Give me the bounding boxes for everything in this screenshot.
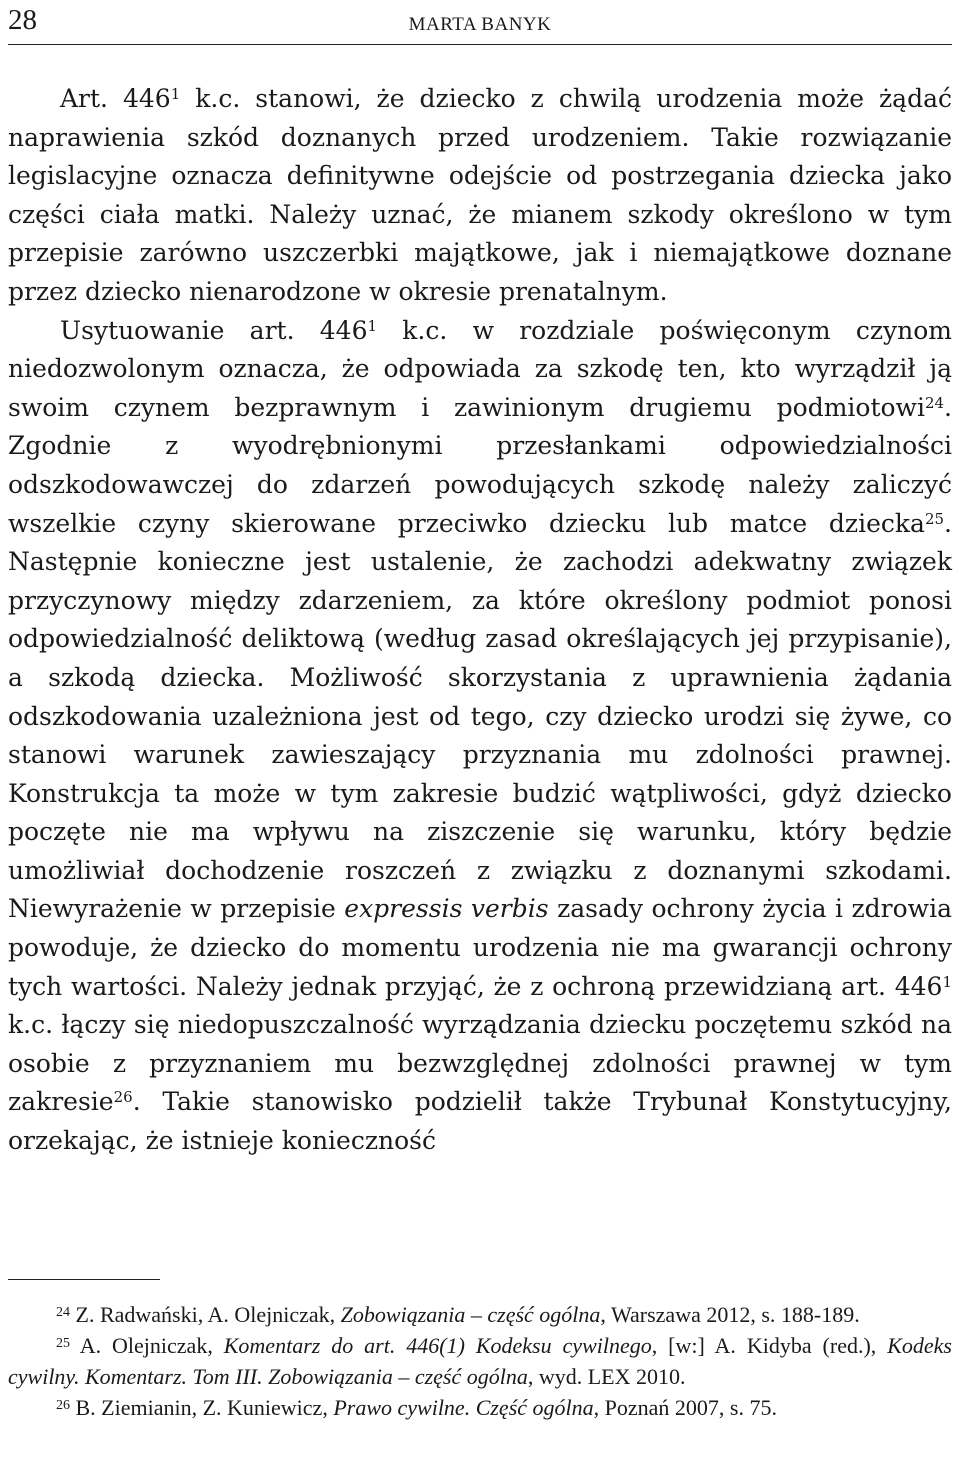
text-run: . Zgodnie z wyodrębnionymi przesłankami odpowiedzialności odszkodowawczej do zdarzeń powodujących szkodę należy zaliczyć wszelkie czyny skierowane przeciwko dziecku lub matce dziecka <box>8 392 952 538</box>
running-title: MARTA BANYK <box>408 14 552 35</box>
text-run: A. Olejniczak, <box>70 1333 224 1358</box>
footnote-number: 26 <box>56 1398 70 1413</box>
italic-title: Kodeks cywilny. Komentarz. Tom III. Zobowiązania – część ogólna <box>8 1333 952 1389</box>
footnote-ref-25[interactable]: 25 <box>924 509 945 528</box>
text-run: . Takie stanowisko podzielił także Trybunał Konstytucyjny, orzekając, że istnieje konieczność <box>8 1087 952 1156</box>
text-run: , Poznań 2007, s. 75. <box>593 1395 777 1420</box>
page <box>8 0 952 1457</box>
footnote-25 <box>8 1330 952 1392</box>
text-run: , [w:] A. Kidyba (red.), <box>651 1333 888 1358</box>
text-run: k.c. łączy się niedopuszczalność wyrządzania dziecku poczętemu szkód na osobie z przyznaniem mu bezwzględnej zdolności prawnej w tym zakresie <box>8 1010 952 1117</box>
text-run: zasady ochrony życia i zdrowia powoduje, że dziecko do momentu urodzenia nie ma gwarancji ochrony tych wartości. Należy jednak przyjąć, że z ochroną przewidzianą art. 446 <box>8 894 952 1001</box>
italic-title: Zobowiązania – część ogólna <box>340 1302 601 1327</box>
superscript: 1 <box>367 316 378 335</box>
italic-title: Prawo cywilne. Część ogólna <box>333 1395 594 1420</box>
italic-phrase: expressis verbis <box>344 894 549 924</box>
page-number: 28 <box>8 4 37 36</box>
body-text <box>8 80 952 1161</box>
footnote-number: 24 <box>56 1305 70 1320</box>
text-run: , Warszawa 2012, s. 188-189. <box>600 1302 860 1327</box>
text-run: , wyd. LEX 2010. <box>527 1364 686 1389</box>
footnote-ref-24[interactable]: 24 <box>924 393 945 412</box>
italic-title: Komentarz do art. 446(1) Kodeksu cywilnego <box>223 1333 652 1358</box>
footnote-separator <box>8 1279 160 1280</box>
paragraph-2 <box>8 312 952 1161</box>
text-run: Usytuowanie art. 446 <box>60 315 368 345</box>
footnote-number: 25 <box>56 1336 70 1351</box>
footnote-24 <box>8 1299 952 1330</box>
footnotes <box>8 1299 952 1423</box>
text-run: B. Ziemianin, Z. Kuniewicz, <box>70 1395 334 1420</box>
page-header <box>8 4 952 45</box>
footnote-26 <box>8 1392 952 1423</box>
text-run: k.c. stanowi, że dziecko z chwilą urodzenia może żądać naprawienia szkód doznanych przed urodzeniem. Takie rozwiązanie legislacyjne oznacza definitywne odejście od postrzegania dziecka jako części ciała matki. Należy uznać, że mianem szkody określono w tym przepisie zarówno uszczerbki majątkowe, jak i niemajątkowe doznane przez dziecko nienarodzone w okresie prenatalnym. <box>8 84 952 306</box>
text-run: k.c. w rozdziale poświęconym czynom niedozwolonym oznacza, że odpowiada za szkodę ten, kto wyrządził ją swoim czynem bezprawnym i zawinionym drugiemu podmiotowi <box>8 315 952 422</box>
superscript: 1 <box>170 85 181 103</box>
superscript: 1 <box>942 972 952 991</box>
text-run: Z. Radwański, A. Olejniczak, <box>70 1302 341 1327</box>
text-run: . Następnie konieczne jest ustalenie, że zachodzi adekwatny związek przyczynowy między zdarzeniem, za które określony podmiot ponosi odpowiedzialność deliktową (według zasad określających jej przypisanie), a szkodą dziecka. Możliwość skorzystania z uprawnienia żądania odszkodowania uzależniona jest od tego, czy dziecko urodzi się żywe, co stanowi warunek zawieszający przyznania mu zdolności prawnej. Konstrukcja ta może w tym zakresie budzić wątpliwości, gdyż dziecko poczęte nie ma wpływu na ziszczenie się warunku, który będzie umożliwiał dochodzenie roszczeń z związku z doznanymi szkodami. Niewyrażenie w przepisie <box>8 508 952 924</box>
paragraph-1 <box>8 80 952 312</box>
text-run: Art. 446 <box>60 84 171 113</box>
footnote-ref-26[interactable]: 26 <box>113 1088 133 1107</box>
